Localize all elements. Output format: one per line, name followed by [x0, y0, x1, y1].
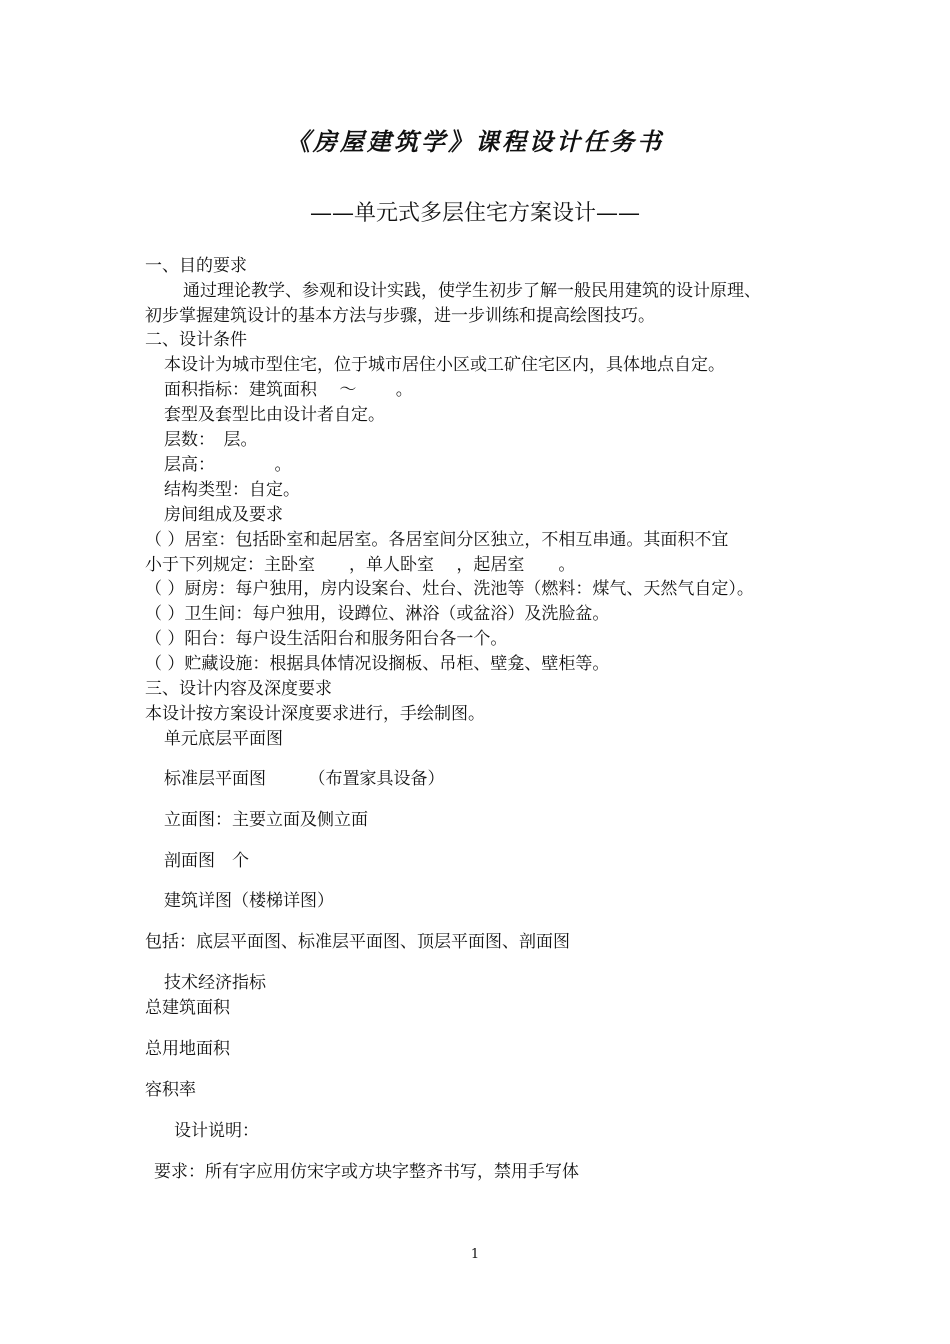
section-heading: 二、设计条件	[145, 330, 247, 350]
paragraph-line: 面积指标：建筑面积 ～ 。	[164, 380, 413, 400]
document-title: 《房屋建筑学》课程设计任务书	[286, 127, 664, 156]
paragraph-line: 本设计按方案设计深度要求进行，手绘制图。	[145, 704, 485, 724]
paragraph-line: 技术经济指标	[164, 973, 266, 993]
paragraph-line: 要求：所有字应用仿宋字或方块字整齐书写，禁用手写体	[154, 1162, 579, 1182]
list-item: （ ）贮藏设施：根据具体情况设搁板、吊柜、壁龛、壁柜等。	[145, 654, 610, 674]
paragraph-line: 剖面图 个	[164, 851, 249, 871]
paragraph-line: 总建筑面积	[145, 998, 230, 1018]
page-number: 1	[470, 1247, 480, 1262]
list-item: （ ）居室：包括卧室和起居室。各居室间分区独立，不相互串通。其面积不宜	[145, 530, 729, 550]
paragraph-line: 设计说明：	[174, 1121, 259, 1141]
document-subtitle: ——单元式多层住宅方案设计——	[309, 201, 640, 226]
paragraph-line: 本设计为城市型住宅，位于城市居住小区或工矿住宅区内，具体地点自定。	[164, 355, 725, 375]
paragraph-line: 建筑详图（楼梯详图）	[164, 891, 334, 911]
paragraph-line: 结构类型：自定。	[164, 480, 300, 500]
list-item: （ ）卫生间：每户独用，设蹲位、淋浴（或盆浴）及洗脸盆。	[145, 604, 610, 624]
list-item: （ ）阳台：每户设生活阳台和服务阳台各一个。	[145, 629, 508, 649]
paragraph-line: 容积率	[145, 1080, 196, 1100]
list-item: 小于下列规定：主卧室 ，单人卧室 ，起居室 。	[145, 555, 576, 575]
paragraph-line: 初步掌握建筑设计的基本方法与步骤，进一步训练和提高绘图技巧。	[145, 306, 655, 326]
section-heading: 三、设计内容及深度要求	[145, 679, 332, 699]
paragraph-line: 套型及套型比由设计者自定。	[164, 405, 385, 425]
paragraph-line: 单元底层平面图	[164, 729, 283, 749]
paragraph-line: 通过理论教学、参观和设计实践，使学生初步了解一般民用建筑的设计原理、	[183, 281, 761, 301]
paragraph-line: 立面图：主要立面及侧立面	[164, 810, 368, 830]
paragraph-line: 总用地面积	[145, 1039, 230, 1059]
paragraph-line: 标准层平面图 （布置家具设备）	[164, 769, 445, 789]
paragraph-line: 房间组成及要求	[164, 505, 283, 525]
paragraph-line: 层数： 层。	[164, 430, 258, 450]
list-item: （ ）厨房：每户独用，房内设案台、灶台、洗池等（燃料：煤气、天然气自定）。	[145, 579, 754, 599]
section-heading: 一、目的要求	[145, 256, 247, 276]
paragraph-line: 层高： 。	[164, 455, 292, 475]
paragraph-line: 包括：底层平面图、标准层平面图、顶层平面图、剖面图	[145, 932, 570, 952]
